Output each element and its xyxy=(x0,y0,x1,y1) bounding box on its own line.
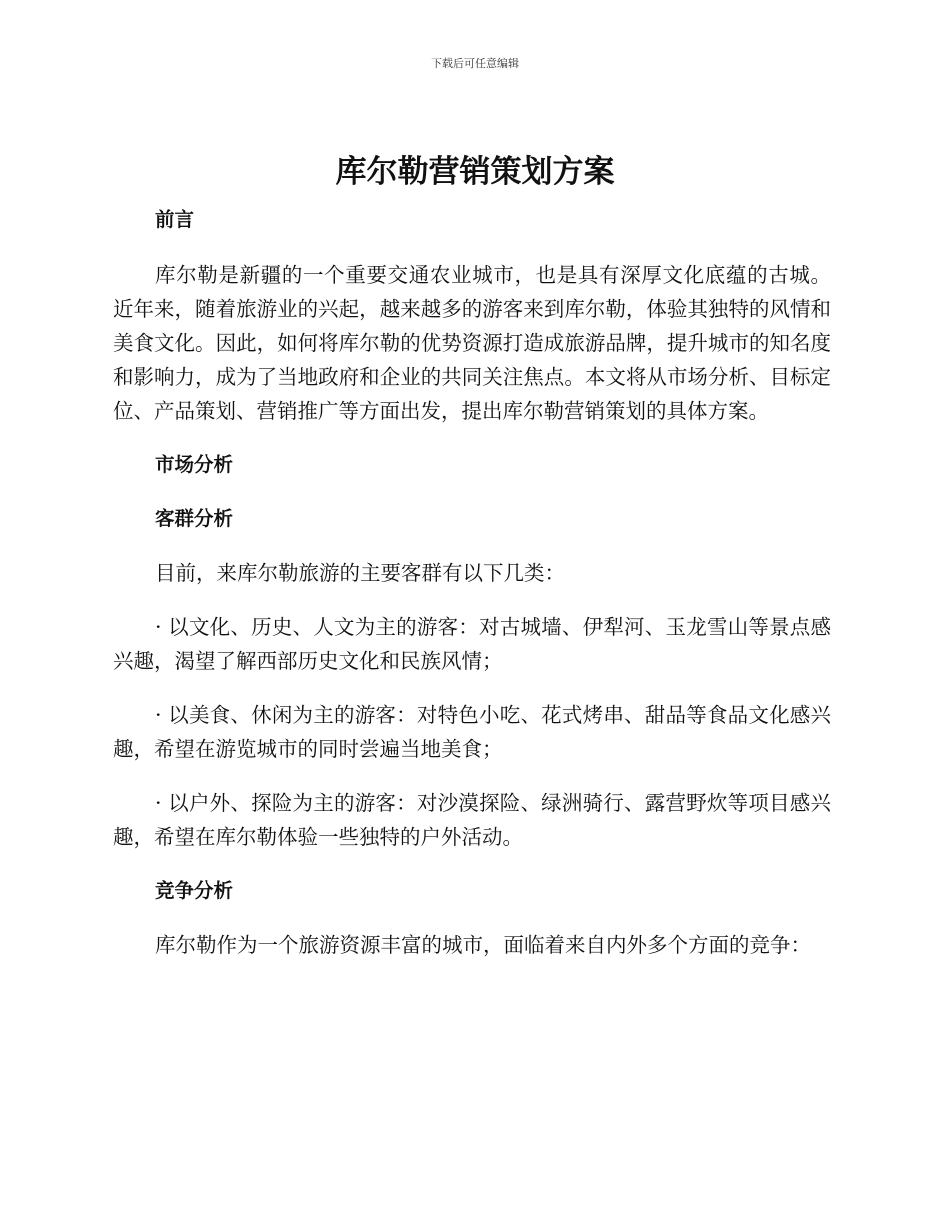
document-title: 库尔勒营销策划方案 xyxy=(335,154,615,190)
segment-intro-paragraph: 目前，来库尔勒旅游的主要客群有以下几类： xyxy=(155,561,565,585)
section-heading-competition: 竞争分析 xyxy=(155,879,234,902)
header-note: 下载后可任意编辑 xyxy=(431,57,519,70)
competition-paragraph: 库尔勒作为一个旅游资源丰富的城市，面临着来自内外多个方面的竞争： xyxy=(155,933,811,957)
preface-paragraph: 库尔勒是新疆的一个重要交通农业城市，也是具有深厚文化底蕴的古城。近年来，随着旅游业的兴起，越来越多的游客来到库尔勒，体验其独特的风情和美食文化。因此，如何将库尔勒的优势资源打造成旅游品牌，提升城市的知名度和影响力，成为了当地政府和企业的共同关注焦点。本文将从市场分析、目标定位、产品策划、营销推广等方面出发，提出库尔勒营销策划的具体方案。 xyxy=(113,263,831,423)
section-heading-customer-segments: 客群分析 xyxy=(155,507,234,530)
segment-item-food: · 以美食、休闲为主的游客：对特色小吃、花式烤串、甜品等食品文化感兴趣，希望在游览城市的同时尝遍当地美食； xyxy=(113,703,831,761)
document-body xyxy=(113,203,831,962)
segment-item-culture: · 以文化、历史、人文为主的游客：对古城墙、伊犁河、玉龙雪山等景点感兴趣，渴望了解西部历史文化和民族风情； xyxy=(113,615,831,673)
section-heading-market-analysis: 市场分析 xyxy=(155,453,234,476)
section-heading-preface: 前言 xyxy=(155,208,195,231)
segment-item-outdoor: · 以户外、探险为主的游客：对沙漠探险、绿洲骑行、露营野炊等项目感兴趣，希望在库尔勒体验一些独特的户外活动。 xyxy=(113,791,831,849)
